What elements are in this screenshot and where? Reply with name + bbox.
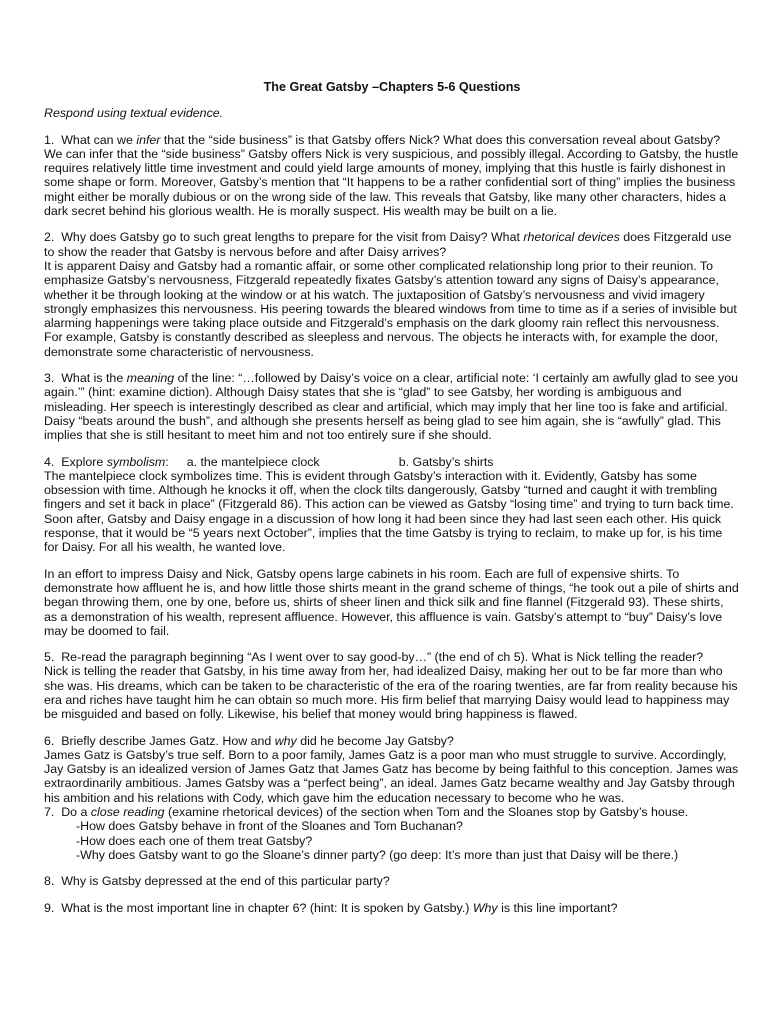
page-title: The Great Gatsby –Chapters 5-6 Questions bbox=[263, 80, 521, 94]
question-5 bbox=[44, 650, 740, 721]
question-7-sub: -How does Gatsby behave in front of the Sloanes and Tom Buchanan? bbox=[76, 819, 463, 834]
instructions: Respond using textual evidence. bbox=[44, 106, 224, 121]
question-4-part-b bbox=[44, 567, 740, 638]
question-8-prompt: 8. Why is Gatsby depressed at the end of this particular party? bbox=[44, 874, 390, 889]
question-5-prompt: 5. Re-read the paragraph beginning “As I went over to say good-by…” (the end of ch 5). What is Nick telling the reader? bbox=[44, 650, 704, 665]
answer-2: It is apparent Daisy and Gatsby had a romantic affair, or some other complicated relationship long prior to their reunion. To emphasize Gatsby’s nervousness, Fitzgerald repeatedly fixates Gatsby’s attention toward any signs of Daisy’s appearance, whether it be through looking at the window or at his watch. The juxtaposition of Gatsby’s nervousness and vivid imagery strongly emphasizes this nervousness. His peering towards the bleared windows from time to time as if a series of invisible but alarming happenings were taking place outside and Fitzgerald’s emphasis on the dark gloomy rain reflect this nervousness. For example, Gatsby is constantly described as sleepless and nervous. The objects he interacts with, for example the door, demonstrate some characteristic of nervousness. bbox=[44, 258, 737, 359]
answer-6: James Gatz is Gatsby’s true self. Born to a poor family, James Gatz is a poor man who must struggle to survive. Accordingly, Jay Gatsby is an idealized version of James Gatz that James Gatz has become by being faithful to this conception. James was extraordinarily ambitious. James Gatsby was a “perfect being”, an ideal. James Gatz became wealthy and Jay Gatsby through his ambition and his relations with Cody, which gave him the education necessary to become who he was. bbox=[44, 747, 739, 805]
answer-4b: In an effort to impress Daisy and Nick, Gatsby opens large cabinets in his room. Each are full of expensive shirts. To demonstrate how affluent he is, and how little those shirts meant in the grand scheme of things, “he took out a pile of shirts and began throwing them, one by one, before us, shirts of sheer linen and thick silk and fine flannel (Fitzgerald 93). These shirts, as a demonstration of his wealth, represent affluence. However, this affluence is vain. Gatsby’s attempt to “buy” Daisy’s love may be doomed to fail. bbox=[44, 566, 739, 638]
question-7-sub: -How does each one of them treat Gatsby? bbox=[76, 833, 313, 848]
question-2-prompt: 2. Why does Gatsby go to such great lengths to prepare for the visit from Daisy? What rhetorical devices does Fitzgerald use to show the reader that Gatsby is nervous before and after Daisy arrives? bbox=[44, 230, 732, 259]
question-1-prompt: 1. What can we infer that the “side business” is that Gatsby offers Nick? What does this conversation reveal about Gatsby? bbox=[44, 132, 721, 147]
question-1 bbox=[44, 133, 740, 219]
question-7 bbox=[44, 805, 740, 862]
question-4 bbox=[44, 455, 740, 555]
question-6-prompt: 6. Briefly describe James Gatz. How and why did he become Jay Gatsby? bbox=[44, 733, 454, 748]
option-a: a. the mantelpiece clock bbox=[186, 454, 320, 469]
question-3 bbox=[44, 371, 740, 442]
question-7-sub: -Why does Gatsby want to go the Sloane’s dinner party? (go deep: It’s more than just that Daisy will be there.) bbox=[76, 847, 679, 862]
answer-3: Although Daisy states that she is “glad” to see Gatsby, her wording is ambiguous and misleading. Her speech is interestingly described as clear and artificial, which may imply that her line too is fake and artificial. Daisy “beats around the bush”, and although she presents herself as being glad to see him again, she is “awfully” glad. This implies that she is still hesitant to meet him and not too entirely sure if she should. bbox=[44, 385, 728, 443]
answer-4a: The mantelpiece clock symbolizes time. This is evident through Gatsby’s interaction with it. Evidently, Gatsby has some obsession with time. Although he knocks it off, when the clock tilts dangerously, Gatsby “turned and caught it with trembling fingers and set it back in place” (Fitzgerald 86). This action can be viewed as Gatsby “losing time” and trying to turn back time. Soon after, Gatsby and Daisy engage in a discussion of how long it had been since they had last seen each other. His quick response, that it would be “5 years next October”, implies that the time Gatsby is trying to reclaim, to make up for, is his time for Daisy. For all his wealth, he wanted love. bbox=[44, 468, 734, 555]
question-2 bbox=[44, 230, 740, 359]
question-7-prompt: 7. Do a close reading (examine rhetorical devices) of the section when Tom and the Sloanes stop by Gatsby’s house. bbox=[44, 805, 689, 820]
answer-5: Nick is telling the reader that Gatsby, in his time away from her, had idealized Daisy, making her out to be far more than who she was. His dreams, which can be taken to be characteristic of the era of the roaring twenties, are far from reality because his era and riches have taught him he can obtain so much more. His firm belief that marrying Daisy would lead to happiness may be misguided and based on folly. Likewise, his belief that money would bring happiness is flawed. bbox=[44, 664, 738, 722]
question-9-prompt: 9. What is the most important line in chapter 6? (hint: It is spoken by Gatsby.) Why is this line important? bbox=[44, 900, 618, 915]
question-9 bbox=[44, 901, 740, 915]
option-b: b. Gatsby’s shirts bbox=[398, 454, 494, 469]
answer-1: We can infer that the “side business” Gatsby offers Nick is very suspicious, and possibly illegal. According to Gatsby, the hustle requires relatively little time investment and could yield large amounts of money, implying that this hustle is fairly dishonest in some shape or form. Moreover, Gatsby’s mention that “It happens to be a rather confidential sort of thing” implies the business might either be morally dubious or on the wrong side of the law. This reveals that Gatsby, like many other characters, hides a dark secret behind his glorious wealth. He is morally suspect. His wealth may be built on a lie. bbox=[44, 146, 739, 219]
question-8 bbox=[44, 874, 740, 888]
question-3-prompt: 3. What is the meaning of the line: “…followed by Daisy’s voice on a clear, artificial note: ‘I certainly am awfully glad to see you again.’” (hint: examine diction). Although Daisy states that she is “glad” to see Gatsby, her wording is ambiguous and misleading. Her speech is interestingly described as clear and artificial, which may imply that her line too is fake and artificial. Daisy “beats around the bush”, and although she presents herself as being glad to see him again, she is “awfully” glad. This implies that she is still hesitant to meet him and not too entirely sure if she should. bbox=[44, 371, 739, 443]
question-4-prompt: 4. Explore symbolism: a. the mantelpiece clock b. Gatsby’s shirts bbox=[44, 454, 494, 469]
question-6 bbox=[44, 734, 740, 805]
